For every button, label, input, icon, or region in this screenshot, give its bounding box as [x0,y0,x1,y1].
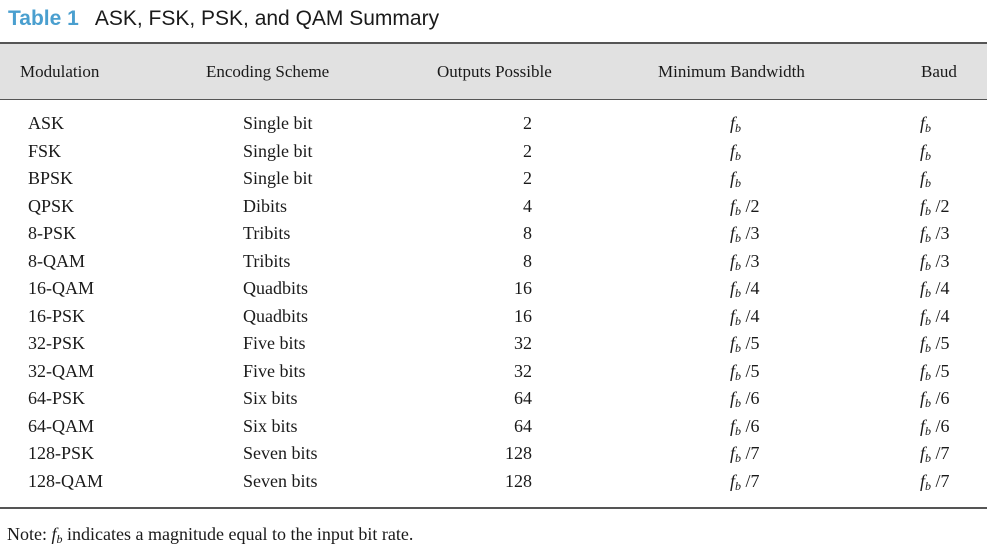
bandwidth-divisor: /4 [741,305,760,326]
table-row [0,358,987,386]
table-row [0,248,987,276]
column-header-bandwidth: Minimum Bandwidth [658,62,805,81]
bit-rate-symbol: $f_b$ [730,168,742,190]
encoding-cell: Six bits [243,415,298,436]
bit-rate-symbol: $f_b$ [920,278,932,300]
table-row [0,220,987,248]
modulation-cell: 64-PSK [28,388,86,408]
baud-divisor: /6 [931,388,950,408]
bit-rate-symbol: $f_b$ [730,305,742,328]
bit-rate-symbol: $f_b$ [730,415,742,438]
bandwidth-divisor: /5 [741,333,760,353]
bit-rate-symbol: $f_b$ [920,140,932,163]
column-header-encoding: Encoding Scheme [206,62,330,81]
baud-divisor: /3 [931,223,950,243]
bottom-rule [0,507,987,509]
encoding-cell: Five bits [243,360,306,381]
outputs-cell: 16 [514,305,532,326]
baud-divisor: /5 [931,360,950,381]
baud-divisor: /6 [931,415,950,436]
bandwidth-divisor: /7 [741,443,760,463]
bandwidth-divisor: /2 [741,195,760,216]
modulation-cell: 64-QAM [28,415,94,436]
column-header-baud: Baud [921,62,957,81]
table-row [0,138,987,166]
table-row [0,385,987,413]
modulation-cell: 32-PSK [28,333,86,353]
note-prefix: Note: [7,524,52,544]
outputs-cell: 2 [523,168,532,188]
bit-rate-symbol: $f_b$ [920,470,932,493]
table-row [0,330,987,358]
encoding-cell: Seven bits [243,470,318,491]
encoding-cell: Quadbits [243,278,308,298]
column-header-outputs: Outputs Possible [437,62,552,81]
encoding-cell: Single bit [243,168,313,188]
bit-rate-symbol: $f_b$ [920,333,932,355]
baud-divisor: /5 [931,333,950,353]
bit-rate-symbol: $f_b$ [920,388,932,410]
table-number: Table 1 [8,7,79,30]
bit-rate-symbol: $f_b$ [730,140,742,163]
encoding-cell: Single bit [243,113,313,133]
bandwidth-divisor: /6 [741,415,760,436]
outputs-cell: 128 [505,443,532,463]
table-row [0,303,987,331]
bandwidth-divisor: /5 [741,360,760,381]
bit-rate-symbol: $f_b$ [730,278,742,300]
table-body [0,110,987,495]
table-row [0,165,987,193]
table-title: ASK, FSK, PSK, and QAM Summary [94,7,440,30]
bandwidth-divisor: /7 [741,470,760,491]
table-row [0,413,987,441]
bit-rate-symbol: $f_b$ [920,250,932,273]
bit-rate-symbol: $f_b$ [730,470,742,493]
baud-divisor: /7 [931,470,950,491]
outputs-cell: 8 [523,223,532,243]
baud-cell [920,468,950,500]
modulation-cell: ASK [28,113,65,133]
encoding-cell: Single bit [243,140,313,161]
bandwidth-divisor: /6 [741,388,760,408]
bit-rate-symbol: $f_b$ [730,443,742,465]
bandwidth-divisor: /4 [741,278,760,298]
bit-rate-symbol: $f_b$ [920,223,932,245]
modulation-cell: FSK [28,140,62,161]
bit-rate-symbol: $f_b$ [920,415,932,438]
bit-rate-symbol: $f_b$ [920,305,932,328]
bit-rate-symbol: $f_b$ [730,388,742,410]
modulation-cell: 16-PSK [28,305,86,326]
outputs-cell: 32 [514,360,532,381]
modulation-cell: 32-QAM [28,360,94,381]
bit-rate-symbol: $f_b$ [920,443,932,465]
column-header-modulation: Modulation [20,62,100,81]
bit-rate-symbol: $f_b$ [920,360,932,383]
encoding-cell: Five bits [243,333,306,353]
table-row [0,468,987,496]
table-caption [8,6,439,32]
modulation-cell: 8-QAM [28,250,85,271]
bit-rate-symbol: $f_b$ [730,223,742,245]
bandwidth-divisor: /3 [741,250,760,271]
modulation-cell: 16-QAM [28,278,94,298]
outputs-cell: 16 [514,278,532,298]
outputs-cell: 64 [514,388,532,408]
bit-rate-symbol: $f_b$ [920,195,932,218]
bit-rate-symbol: $f_b$ [51,524,63,546]
outputs-cell: 4 [523,195,532,216]
encoding-cell: Tribits [243,250,291,271]
baud-divisor: /7 [931,443,950,463]
table-row [0,275,987,303]
modulation-cell: BPSK [28,168,74,188]
outputs-cell: 32 [514,333,532,353]
baud-divisor: /2 [931,195,950,216]
baud-divisor: /4 [931,278,950,298]
bit-rate-symbol: $f_b$ [920,113,932,135]
modulation-cell: 8-PSK [28,223,77,243]
outputs-cell: 2 [523,140,532,161]
outputs-cell: 8 [523,250,532,271]
baud-divisor: /4 [931,305,950,326]
outputs-cell: 64 [514,415,532,436]
encoding-cell: Dibits [243,195,288,216]
table-row [0,440,987,468]
encoding-cell: Seven bits [243,443,318,463]
table-row [0,193,987,221]
baud-divisor: /3 [931,250,950,271]
outputs-cell: 2 [523,113,532,133]
modulation-cell: 128-QAM [28,470,103,491]
bit-rate-symbol: $f_b$ [730,113,742,135]
bit-rate-symbol: $f_b$ [730,333,742,355]
modulation-cell: 128-PSK [28,443,95,463]
table-row [0,110,987,138]
bit-rate-symbol: $f_b$ [920,168,932,190]
encoding-cell: Tribits [243,223,291,243]
bit-rate-symbol: $f_b$ [730,195,742,218]
encoding-cell: Six bits [243,388,298,408]
outputs-cell: 128 [505,470,532,491]
bit-rate-symbol: $f_b$ [730,360,742,383]
encoding-cell: Quadbits [243,305,308,326]
table-note [7,522,413,551]
bandwidth-divisor: /3 [741,223,760,243]
bit-rate-symbol: $f_b$ [730,250,742,273]
bandwidth-cell [730,468,760,500]
modulation-cell: QPSK [28,195,75,216]
note-text: indicates a magnitude equal to the input bit rate. [62,524,414,544]
